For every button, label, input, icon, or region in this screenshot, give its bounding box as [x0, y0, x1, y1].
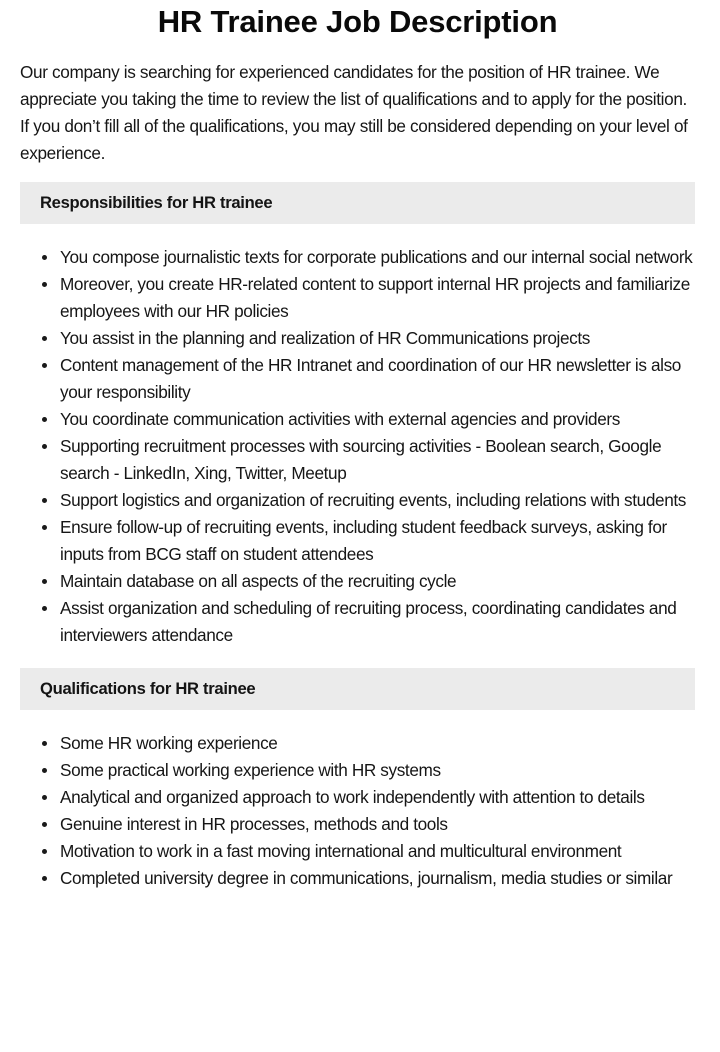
list-item [60, 325, 695, 352]
list-item [60, 487, 695, 514]
qualifications-list [20, 730, 695, 892]
list-item [60, 352, 695, 406]
bullet-icon [42, 822, 47, 827]
list-item-text: Assist organization and scheduling of recruiting process, coordinating candidates and interviewers attendance [60, 598, 677, 645]
bullet-icon [42, 498, 47, 503]
bullet-icon [42, 363, 47, 368]
list-item-text: Moreover, you create HR-related content to support internal HR projects and familiarize employees with our HR policies [60, 274, 690, 321]
list-item-text: You assist in the planning and realization of HR Communications projects [60, 328, 590, 348]
responsibilities-section [20, 182, 695, 649]
list-item [60, 811, 695, 838]
bullet-icon [42, 849, 47, 854]
list-item [60, 595, 695, 649]
list-item [60, 244, 695, 271]
qualifications-section [20, 668, 695, 892]
responsibilities-list [20, 244, 695, 649]
list-item [60, 433, 695, 487]
list-item [60, 865, 695, 892]
bullet-icon [42, 579, 47, 584]
list-item-text: Maintain database on all aspects of the recruiting cycle [60, 571, 457, 591]
bullet-icon [42, 444, 47, 449]
list-item [60, 514, 695, 568]
list-item [60, 568, 695, 595]
list-item-text: Supporting recruitment processes with sourcing activities - Boolean search, Google search - LinkedIn, Xing, Twitter, Meetup [60, 436, 662, 483]
list-item-text: Support logistics and organization of recruiting events, including relations with students [60, 490, 686, 510]
bullet-icon [42, 336, 47, 341]
list-item-text: You compose journalistic texts for corporate publications and our internal social network [60, 247, 693, 267]
bullet-icon [42, 768, 47, 773]
list-item-text: Some HR working experience [60, 733, 278, 753]
section-heading-responsibilities: Responsibilities for HR trainee [20, 182, 695, 224]
page-title: HR Trainee Job Description [157, 4, 558, 39]
section-heading-qualifications: Qualifications for HR trainee [20, 668, 695, 710]
list-item-text: You coordinate communication activities with external agencies and providers [60, 409, 620, 429]
list-item-text: Analytical and organized approach to work independently with attention to details [60, 787, 645, 807]
bullet-icon [42, 417, 47, 422]
bullet-icon [42, 255, 47, 260]
list-item-text: Some practical working experience with HR systems [60, 760, 441, 780]
list-item [60, 271, 695, 325]
bullet-icon [42, 741, 47, 746]
list-item-text: Ensure follow-up of recruiting events, including student feedback surveys, asking for inputs from BCG staff on student attendees [60, 517, 667, 564]
bullet-icon [42, 876, 47, 881]
list-item [60, 838, 695, 865]
bullet-icon [42, 282, 47, 287]
list-item-text: Motivation to work in a fast moving international and multicultural environment [60, 841, 622, 861]
intro-paragraph: Our company is searching for experienced candidates for the position of HR trainee. We appreciate you taking the time to review the list of qualifications and to apply for the position. If you don’t fill all of the qualifications, you may still be considered depending on your level of experience. [20, 62, 688, 163]
list-item [60, 406, 695, 433]
bullet-icon [42, 795, 47, 800]
list-item-text: Completed university degree in communications, journalism, media studies or similar [60, 868, 673, 888]
list-item [60, 784, 695, 811]
job-description-page [20, 0, 695, 892]
list-item-text: Genuine interest in HR processes, methods and tools [60, 814, 448, 834]
list-item [60, 757, 695, 784]
list-item [60, 730, 695, 757]
bullet-icon [42, 606, 47, 611]
bullet-icon [42, 525, 47, 530]
list-item-text: Content management of the HR Intranet and coordination of our HR newsletter is also your responsibility [60, 355, 681, 402]
